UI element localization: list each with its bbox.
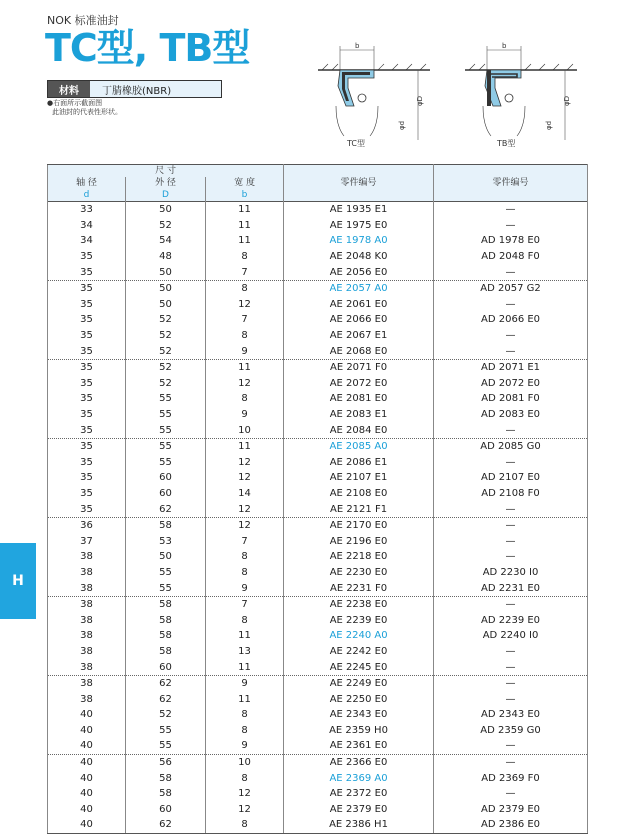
tb-part-cell: AD 2343 E0 [434,707,588,723]
width-cell: 14 [206,486,284,502]
tc-part-cell: AE 1975 E0 [284,218,434,234]
outer-cell: 50 [126,549,206,565]
width-cell: 11 [206,218,284,234]
tc-part-cell: AE 2238 E0 [284,596,434,612]
tc-part-cell: AE 2249 E0 [284,675,434,691]
outer-cell: 50 [126,202,206,218]
d-header: d [48,189,126,202]
table-row [48,343,588,359]
table-row [48,391,588,407]
tc-part-cell: AE 2218 E0 [284,549,434,565]
table-row [48,376,588,392]
width-cell: 13 [206,644,284,660]
tc-part-cell: AE 2107 E1 [284,470,434,486]
tc-part-cell: AE 2068 E0 [284,343,434,359]
table-row [48,264,588,280]
shaft-cell: 35 [48,249,126,265]
outer-cell: 58 [126,596,206,612]
tb-id-label: φd [545,120,553,130]
outer-cell: 60 [126,470,206,486]
width-cell: 11 [206,202,284,218]
tb-part-cell: — [434,738,588,754]
tc-part-cell: AE 2072 E0 [284,376,434,392]
width-cell: 11 [206,691,284,707]
tb-part-cell: AD 2071 E1 [434,359,588,375]
tb-part-cell: AD 2107 E0 [434,470,588,486]
tc-part-cell: AE 2056 E0 [284,264,434,280]
table-row [48,438,588,454]
outer-cell: 52 [126,359,206,375]
material-bar [47,80,222,98]
tb-part-cell: — [434,659,588,675]
outer-cell: 62 [126,501,206,517]
size-header: 尺 寸 [48,165,284,178]
tc-seal-diagram [318,40,430,140]
outer-cell: 62 [126,817,206,833]
tb-part-cell: — [434,422,588,438]
tb-part-cell: AD 2083 E0 [434,407,588,423]
outer-cell: 55 [126,391,206,407]
shaft-cell: 35 [48,391,126,407]
outer-cell: 60 [126,486,206,502]
width-cell: 9 [206,580,284,596]
material-key: 材料 [48,81,90,97]
tc-part-cell: AE 2379 E0 [284,802,434,818]
shaft-cell: 37 [48,533,126,549]
tb-part-cell: — [434,644,588,660]
outer-cell: 55 [126,455,206,471]
table-row [48,817,588,833]
width-cell: 9 [206,738,284,754]
tc-part-cell: AE 2372 E0 [284,786,434,802]
outer-cell: 52 [126,707,206,723]
tc-part-cell: AE 2084 E0 [284,422,434,438]
shaft-cell: 34 [48,233,126,249]
outer-cell: 58 [126,628,206,644]
table-row [48,501,588,517]
tc-part-cell: AE 2085 A0 [284,438,434,454]
outer-cell: 58 [126,644,206,660]
tb-part-cell: — [434,501,588,517]
tb-part-cell: AD 2081 F0 [434,391,588,407]
tb-part-cell: AD 2369 F0 [434,770,588,786]
width-cell: 8 [206,249,284,265]
table-row [48,723,588,739]
shaft-header: 轴 径 [48,177,126,189]
tb-part-cell: AD 1978 E0 [434,233,588,249]
table-row [48,628,588,644]
outer-cell: 52 [126,312,206,328]
tc-part-cell: AE 2121 F1 [284,501,434,517]
outer-cell: 55 [126,438,206,454]
shaft-cell: 40 [48,786,126,802]
note [47,99,122,117]
width-cell: 12 [206,455,284,471]
outer-cell: 48 [126,249,206,265]
tb-b-label: b [502,42,507,50]
width-cell: 9 [206,407,284,423]
tb-part-cell: — [434,297,588,313]
outer-cell: 56 [126,754,206,770]
tb-part-cell: — [434,328,588,344]
table-row [48,533,588,549]
outer-cell: 55 [126,580,206,596]
table-row [48,770,588,786]
tb-part-cell: — [434,754,588,770]
tb-part-cell: — [434,343,588,359]
section-tab-h[interactable]: H [0,543,36,619]
part-no-tb-header: 零件编号 [434,165,588,202]
tb-part-cell: — [434,202,588,218]
table-row [48,297,588,313]
tc-part-cell: AE 2071 F0 [284,359,434,375]
tb-part-cell: AD 2072 E0 [434,376,588,392]
table-row [48,738,588,754]
D-header: D [126,189,206,202]
tc-part-cell: AE 2369 A0 [284,770,434,786]
tb-seal-diagram [465,40,577,140]
outer-cell: 52 [126,376,206,392]
shaft-cell: 35 [48,343,126,359]
shaft-cell: 35 [48,470,126,486]
tc-part-cell: AE 2343 E0 [284,707,434,723]
table-row [48,754,588,770]
tc-part-cell: AE 2061 E0 [284,297,434,313]
shaft-cell: 35 [48,280,126,296]
width-cell: 10 [206,754,284,770]
tb-part-cell: AD 2057 G2 [434,280,588,296]
tc-id-label: φd [398,120,406,130]
table-row [48,407,588,423]
tc-od-label: φD [416,95,424,106]
tb-part-cell: AD 2230 I0 [434,565,588,581]
outer-cell: 55 [126,738,206,754]
tc-part-cell: AE 2196 E0 [284,533,434,549]
tc-part-cell: AE 2230 E0 [284,565,434,581]
tb-part-cell: — [434,549,588,565]
table-row [48,580,588,596]
table-row [48,249,588,265]
shaft-cell: 36 [48,517,126,533]
tb-part-cell: AD 2048 F0 [434,249,588,265]
outer-cell: 54 [126,233,206,249]
outer-header: 外 径 [126,177,206,189]
width-cell: 7 [206,264,284,280]
shaft-cell: 38 [48,675,126,691]
width-cell: 9 [206,343,284,359]
shaft-cell: 40 [48,738,126,754]
width-cell: 11 [206,233,284,249]
tb-part-cell: — [434,675,588,691]
tb-part-cell: AD 2359 G0 [434,723,588,739]
outer-cell: 55 [126,723,206,739]
tb-part-cell: AD 2231 E0 [434,580,588,596]
outer-cell: 52 [126,343,206,359]
tb-part-cell: AD 2239 E0 [434,612,588,628]
tb-part-cell: — [434,786,588,802]
tb-part-cell: AD 2066 E0 [434,312,588,328]
note-line-2: 此油封的代表性形状。 [52,108,122,116]
table-row [48,202,588,218]
tc-part-cell: AE 2083 E1 [284,407,434,423]
tc-part-cell: AE 2170 E0 [284,517,434,533]
tc-part-cell: AE 2366 E0 [284,754,434,770]
shaft-cell: 35 [48,312,126,328]
material-value: 丁腈橡胶(NBR) [90,81,221,97]
tc-part-cell: AE 2086 E1 [284,455,434,471]
tb-od-label: φD [563,95,571,106]
tc-part-cell: AE 2242 E0 [284,644,434,660]
shaft-cell: 33 [48,202,126,218]
width-cell: 12 [206,517,284,533]
table-row [48,455,588,471]
tb-caption: TB型 [497,139,516,148]
table-row [48,691,588,707]
tb-part-cell: AD 2240 I0 [434,628,588,644]
width-cell: 7 [206,312,284,328]
tc-part-cell: AE 2067 E1 [284,328,434,344]
width-cell: 7 [206,533,284,549]
part-no-tc-header: 零件编号 [284,165,434,202]
table-row [48,659,588,675]
shaft-cell: 38 [48,612,126,628]
shaft-cell: 38 [48,644,126,660]
outer-cell: 50 [126,264,206,280]
shaft-cell: 40 [48,802,126,818]
width-cell: 8 [206,723,284,739]
tc-part-cell: AE 2359 H0 [284,723,434,739]
shaft-cell: 40 [48,817,126,833]
note-line-1: ●右面所示截面图 [47,99,103,107]
table-row [48,675,588,691]
tc-part-cell: AE 1978 A0 [284,233,434,249]
shaft-cell: 40 [48,770,126,786]
width-cell: 8 [206,707,284,723]
outer-cell: 60 [126,659,206,675]
b-header: b [206,189,284,202]
outer-cell: 58 [126,770,206,786]
shaft-cell: 35 [48,438,126,454]
shaft-cell: 35 [48,422,126,438]
width-cell: 11 [206,659,284,675]
width-cell: 11 [206,359,284,375]
table-row [48,612,588,628]
table-row [48,312,588,328]
shaft-cell: 35 [48,376,126,392]
table-row [48,565,588,581]
outer-cell: 55 [126,422,206,438]
table-row [48,644,588,660]
width-cell: 12 [206,376,284,392]
tb-part-cell: — [434,533,588,549]
tc-part-cell: AE 2048 K0 [284,249,434,265]
tb-part-cell: — [434,596,588,612]
shaft-cell: 40 [48,723,126,739]
shaft-cell: 40 [48,754,126,770]
tc-caption: TC型 [347,139,366,148]
outer-cell: 50 [126,280,206,296]
width-cell: 8 [206,391,284,407]
width-cell: 12 [206,786,284,802]
tc-part-cell: AE 2240 A0 [284,628,434,644]
shaft-cell: 38 [48,549,126,565]
tc-part-cell: AE 2245 E0 [284,659,434,675]
table-row [48,422,588,438]
shaft-cell: 38 [48,565,126,581]
shaft-cell: 35 [48,455,126,471]
tb-part-cell: AD 2085 G0 [434,438,588,454]
width-cell: 9 [206,675,284,691]
table-row [48,802,588,818]
outer-cell: 50 [126,297,206,313]
width-cell: 8 [206,770,284,786]
tb-part-cell: AD 2379 E0 [434,802,588,818]
tb-part-cell: — [434,691,588,707]
tb-part-cell: AD 2386 E0 [434,817,588,833]
tb-part-cell: — [434,455,588,471]
table-row [48,786,588,802]
shaft-cell: 38 [48,659,126,675]
tc-part-cell: AE 2108 E0 [284,486,434,502]
width-cell: 12 [206,802,284,818]
table-row [48,596,588,612]
table-row [48,233,588,249]
shaft-cell: 35 [48,297,126,313]
table-row [48,486,588,502]
tb-part-cell: — [434,264,588,280]
width-cell: 8 [206,612,284,628]
shaft-cell: 35 [48,328,126,344]
tb-part-cell: AD 2108 F0 [434,486,588,502]
table-row [48,707,588,723]
table-row [48,280,588,296]
shaft-cell: 34 [48,218,126,234]
oil-seal-table [47,164,588,834]
outer-cell: 55 [126,407,206,423]
tc-b-label: b [355,42,360,50]
width-cell: 8 [206,565,284,581]
shaft-cell: 35 [48,359,126,375]
table-row [48,359,588,375]
tc-part-cell: AE 2057 A0 [284,280,434,296]
brand-label: NOK 标准油封 [47,14,119,27]
width-cell: 12 [206,297,284,313]
outer-cell: 62 [126,675,206,691]
width-cell: 11 [206,438,284,454]
outer-cell: 58 [126,786,206,802]
tc-part-cell: AE 2250 E0 [284,691,434,707]
outer-cell: 58 [126,517,206,533]
outer-cell: 62 [126,691,206,707]
table-row [48,517,588,533]
outer-cell: 52 [126,218,206,234]
outer-cell: 53 [126,533,206,549]
outer-cell: 58 [126,612,206,628]
shaft-cell: 38 [48,628,126,644]
tc-part-cell: AE 2066 E0 [284,312,434,328]
tc-part-cell: AE 2081 E0 [284,391,434,407]
width-cell: 12 [206,470,284,486]
width-cell: 11 [206,628,284,644]
outer-cell: 60 [126,802,206,818]
outer-cell: 55 [126,565,206,581]
shaft-cell: 40 [48,707,126,723]
tb-part-cell: — [434,517,588,533]
shaft-cell: 38 [48,580,126,596]
tc-part-cell: AE 1935 E1 [284,202,434,218]
tc-part-cell: AE 2231 F0 [284,580,434,596]
tc-part-cell: AE 2361 E0 [284,738,434,754]
page-title: TC型, TB型 [45,26,250,70]
table-row [48,218,588,234]
shaft-cell: 35 [48,501,126,517]
shaft-cell: 35 [48,264,126,280]
width-cell: 10 [206,422,284,438]
width-cell: 8 [206,549,284,565]
width-cell: 8 [206,280,284,296]
tc-part-cell: AE 2386 H1 [284,817,434,833]
shaft-cell: 38 [48,596,126,612]
width-cell: 7 [206,596,284,612]
outer-cell: 52 [126,328,206,344]
tc-part-cell: AE 2239 E0 [284,612,434,628]
table-row [48,549,588,565]
width-cell: 12 [206,501,284,517]
tb-part-cell: — [434,218,588,234]
table-row [48,328,588,344]
table-row [48,470,588,486]
shaft-cell: 38 [48,691,126,707]
width-cell: 8 [206,328,284,344]
shaft-cell: 35 [48,407,126,423]
width-cell: 8 [206,817,284,833]
width-header: 宽 度 [206,177,284,189]
shaft-cell: 35 [48,486,126,502]
